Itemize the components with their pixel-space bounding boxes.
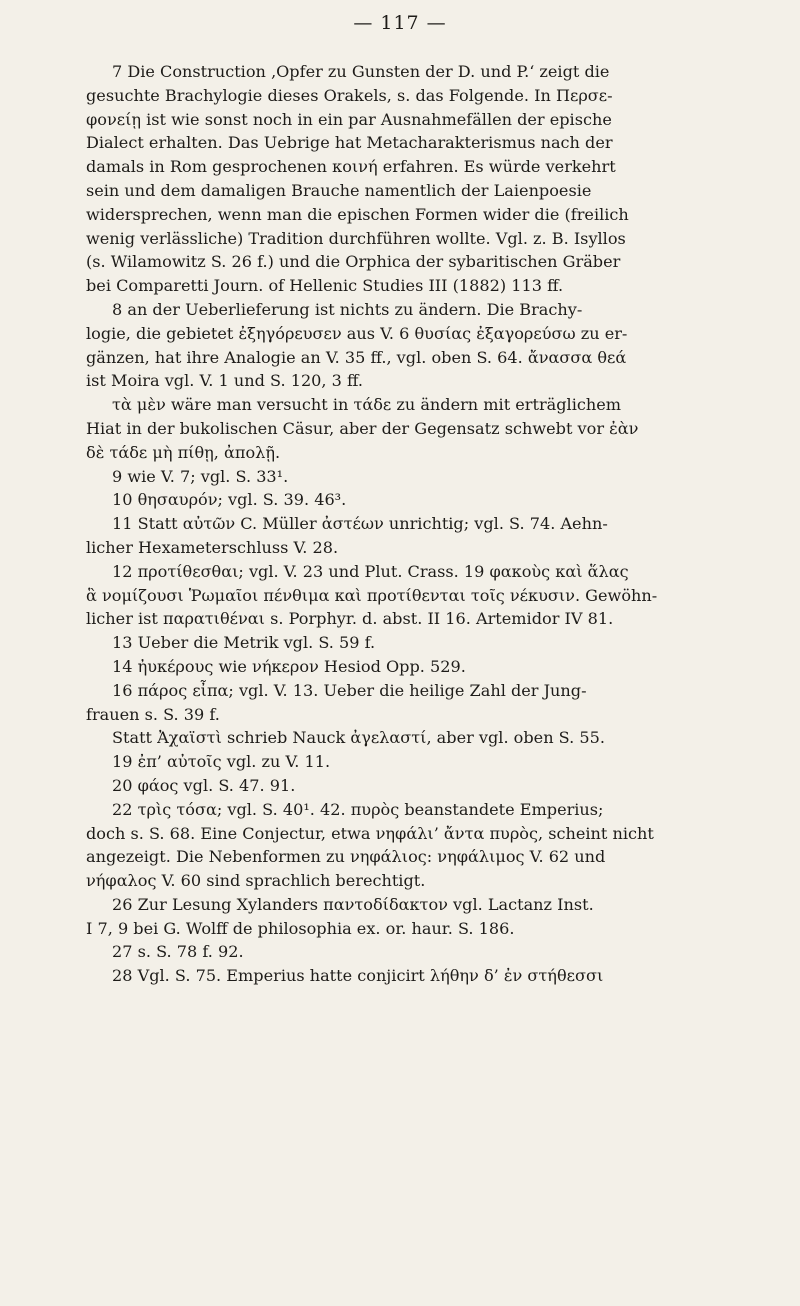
text-line: 28 Vgl. S. 75. Emperius hatte conjicirt λήθην δ’ ἐν στήθεσσι: [112, 966, 604, 986]
text-line: 14 ἠυκέρους wie νήκερον Hesiod Opp. 529.: [112, 656, 466, 676]
text-line: logie, die gebietet ἐξηγόρευσεν aus V. 6 θυσίας ἐξαγορεύσω zu er-: [86, 323, 628, 343]
text-line: 22 τρὶς τόσα; vgl. S. 40¹. 42. πυρὸς beanstandete Emperius;: [112, 799, 604, 819]
text-line: frauen s. S. 39 f.: [86, 704, 220, 724]
text-line: 26 Zur Lesung Xylanders παντοδίδακτον vgl. Lactanz Inst.: [112, 894, 594, 914]
text-line: τὰ μὲν wäre man versucht in τάδε zu ändern mit erträglichem: [112, 395, 622, 415]
text-line: δὲ τάδε μὴ πίθῃ, ἀπολῇ.: [86, 442, 281, 462]
text-line: 13 Ueber die Metrik vgl. S. 59 f.: [112, 633, 376, 653]
text-line: 9 wie V. 7; vgl. S. 33¹.: [112, 466, 289, 486]
text-line: Hiat in der bukolischen Cäsur, aber der Gegensatz schwebt vor ἐὰν: [86, 418, 639, 438]
text-line: 8 an der Ueberlieferung ist nichts zu ändern. Die Brachy-: [112, 299, 583, 319]
text-line: gänzen, hat ihre Analogie an V. 35 ff., vgl. oben S. 64. ἄνασσα θεά: [86, 347, 627, 367]
page-number-header: — 117 —: [353, 12, 447, 34]
text-line: I 7, 9 bei G. Wolff de philosophia ex. or. haur. S. 186.: [86, 918, 515, 938]
text-line: ἃ νομίζουσι Ῥωμαῖοι πένθιμα καὶ προτίθενται τοῖς νέκυσιν. Gewöhn-: [86, 585, 658, 605]
text-line: widersprechen, wenn man die epischen Formen wider die (freilich: [86, 204, 629, 224]
text-line: 7 Die Construction ‚Opfer zu Gunsten der D. und P.‘ zeigt die: [112, 62, 610, 81]
text-line: licher ist παρατιθέναι s. Porphyr. d. abst. II 16. Artemidor IV 81.: [86, 609, 614, 629]
text-line: angezeigt. Die Nebenformen zu νηφάλιος: νηφάλιμος V. 62 und: [86, 847, 606, 867]
text-line: νήφαλος V. 60 sind sprachlich berechtigt.: [86, 871, 426, 891]
footnotes-body: [86, 60, 758, 988]
text-line: Dialect erhalten. Das Uebrige hat Metacharakterismus nach der: [86, 133, 613, 153]
text-line: (s. Wilamowitz S. 26 f.) und die Orphica der sybaritischen Gräber: [86, 252, 621, 272]
text-line: Statt Ἀχαϊστὶ schrieb Nauck ἀγελαστί, aber vgl. oben S. 55.: [112, 728, 605, 748]
text-line: gesuchte Brachylogie dieses Orakels, s. das Folgende. In Περσε-: [86, 85, 613, 105]
text-line: 19 ἐπ’ αὐτοῖς vgl. zu V. 11.: [112, 752, 331, 772]
text-line: 16 πάρος εἶπα; vgl. V. 13. Ueber die heilige Zahl der Jung-: [112, 680, 587, 700]
text-line: 10 θησαυρόν; vgl. S. 39. 46³.: [112, 490, 347, 510]
text-line: 20 φάος vgl. S. 47. 91.: [112, 775, 296, 795]
text-line: doch s. S. 68. Eine Conjectur, etwa νηφάλι’ ἄντα πυρὸς, scheint nicht: [86, 823, 654, 843]
text-line: damals in Rom gesprochenen κοινή erfahren. Es würde verkehrt: [86, 157, 616, 177]
text-line: ist Moira vgl. V. 1 und S. 120, 3 ff.: [86, 371, 363, 391]
text-line: bei Comparetti Journ. of Hellenic Studies III (1882) 113 ff.: [86, 276, 564, 296]
text-line: wenig verlässliche) Tradition durchführen wollte. Vgl. z. B. Isyllos: [86, 228, 626, 248]
text-line: φονείῃ ist wie sonst noch in ein par Ausnahmefällen der epische: [86, 109, 612, 129]
text-line: 12 προτίθεσθαι; vgl. V. 23 und Plut. Crass. 19 φακοὺς καὶ ἅλας: [112, 561, 629, 581]
text-line: 27 s. S. 78 f. 92.: [112, 942, 244, 962]
text-line: licher Hexameterschluss V. 28.: [86, 537, 339, 557]
text-line: 11 Statt αὐτῶν C. Müller ἀστέων unrichtig; vgl. S. 74. Aehn-: [112, 514, 608, 534]
text-line: sein und dem damaligen Brauche namentlich der Laienpoesie: [86, 180, 592, 200]
